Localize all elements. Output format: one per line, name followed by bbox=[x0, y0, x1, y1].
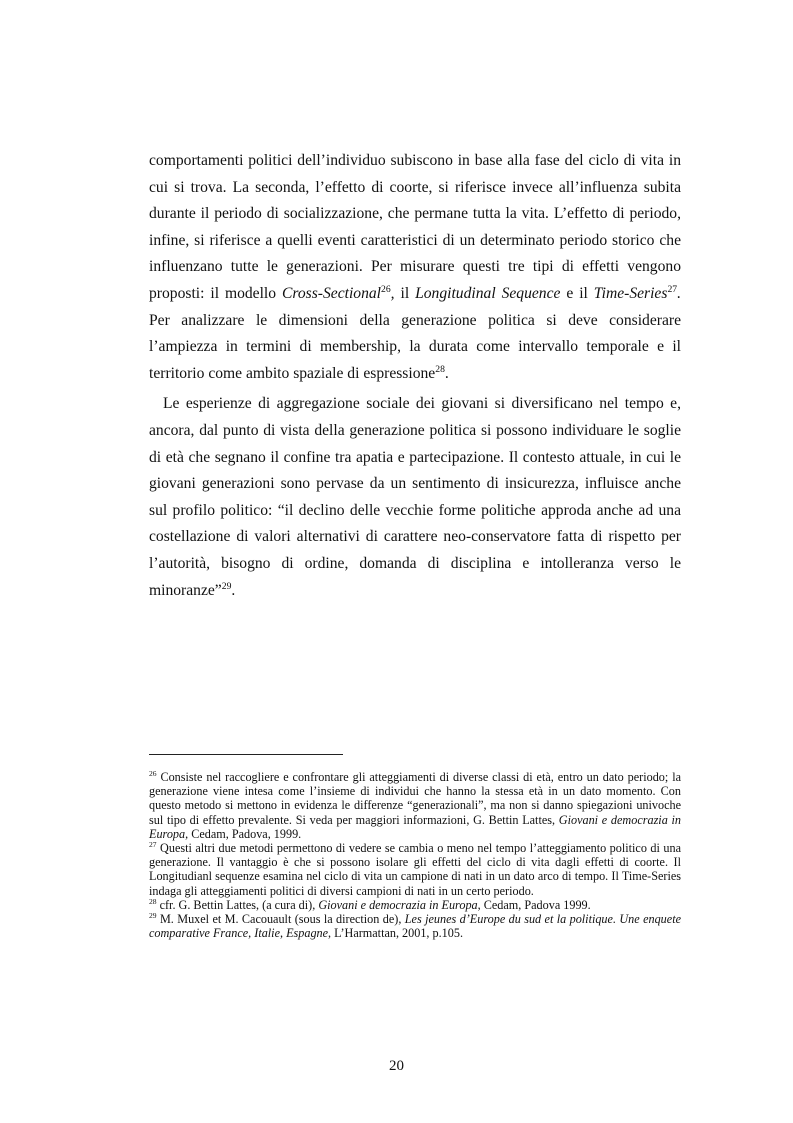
text-run: e il bbox=[560, 284, 594, 302]
text-run: , L’Harmattan, 2001, p.105. bbox=[328, 926, 463, 941]
body-text bbox=[149, 148, 681, 604]
text-run: Longitudinal Sequence bbox=[415, 284, 561, 302]
footnote-28 bbox=[149, 898, 681, 912]
paragraph-2 bbox=[149, 391, 681, 604]
footnote-26 bbox=[149, 770, 681, 841]
text-run: Time-Series bbox=[593, 284, 668, 302]
footnote-ref: 27 bbox=[667, 283, 678, 295]
footnote-ref: 28 bbox=[435, 363, 445, 375]
text-run: M. Muxel et M. Cacouault (sous la direction de), bbox=[156, 912, 405, 927]
text-run: comportamenti politici dell’individuo subiscono in base alla fase del ciclo di vita in cui si trova. La seconda, l’effetto di coorte, si riferisce invece all’influenza subita durante il periodo di socializzazione, che permane tutta la vita. L’effetto di periodo, infine, si riferisce a quelli eventi caratteristici di un determinato periodo storico che influenzano tutte le generazioni. Per misurare questi tre tipi di effetti vengono proposti: il modello bbox=[149, 152, 681, 302]
text-run: Les jeunes d’Europe du sud et la politique. Une enquete comparative France, Italie, Espagne bbox=[149, 912, 681, 941]
text-run: . bbox=[231, 581, 236, 599]
text-run: , Cedam, Padova 1999. bbox=[477, 897, 591, 912]
footnote-27 bbox=[149, 841, 681, 898]
text-run: Le esperienze di aggregazione sociale dei giovani si diversificano nel tempo e, ancora, dal punto di vista della generazione politica si possono individuare le soglie di età che segnano il confine tra apatia e partecipazione. Il contesto attuale, in cui le giovani generazioni sono pervase da un sentimento di insicurezza, influisce anche sul profilo politico: “il declino delle vecchie forme politiche approda anche ad una costellazione di valori alternativi di carattere neo-conservatore fatta di rispetto per l’autorità, bisogno di ordine, domanda di disciplina e intolleranza verso le minoranze” bbox=[149, 395, 681, 599]
text-run: Giovani e democrazia in Europa, bbox=[149, 812, 682, 841]
page-number: 20 bbox=[389, 1058, 404, 1074]
text-run: . bbox=[677, 284, 681, 302]
footnote-ref: 27 bbox=[149, 839, 157, 849]
footnote-ref: 26 bbox=[381, 283, 391, 295]
text-run: Consiste nel raccogliere e confrontare gli atteggiamenti di diverse classi di età, entro un dato periodo; la generazione viene intesa come l’insieme di individui che hanno la stessa età in un dato momento. Con questo metodo si mettono in evidenza le differenze “generazionali”, ma non si danno spiegazioni univoche sul tipo di effetto prevalente. Si veda per maggiori informazioni, G. Bettin Lattes, bbox=[149, 770, 681, 827]
text-run: Giovani e democrazia in Europa bbox=[318, 897, 478, 912]
footnotes bbox=[149, 770, 681, 940]
text-run: il bbox=[400, 284, 416, 302]
footnote-ref: 26 bbox=[149, 768, 157, 778]
footnote-ref: 29 bbox=[221, 580, 232, 592]
paragraph-1 bbox=[149, 148, 681, 387]
text-run: , bbox=[390, 284, 401, 302]
text-run: cfr. G. Bettin Lattes, (a cura di), bbox=[156, 897, 319, 912]
footnote-ref: 28 bbox=[149, 896, 157, 906]
text-run: Cedam, Padova, 1999. bbox=[188, 826, 302, 841]
text-run: . bbox=[444, 364, 449, 382]
text-run: Per analizzare le dimensioni della generazione politica si deve considerare l’ampiezza in termini di membership, la durata come intervallo temporale e il territorio come ambito spaziale di espressione bbox=[149, 311, 681, 382]
text-run: Questi altri due metodi permettono di vedere se cambia o meno nel tempo l’atteggiamento politico di una generazione. Il vantaggio è che si possono isolare gli effetti del ciclo di vita dagli effetti di coorte. Il Longitudianl sequenze esamina nel ciclo di vita un campione di nati in un dato arco di tempo. Il Time-Series indaga gli atteggiamenti politici di diversi campioni di nati in un certo periodo. bbox=[149, 841, 681, 898]
text-run: Cross-Sectional bbox=[281, 284, 382, 302]
footnote-ref: 29 bbox=[149, 910, 157, 920]
footnote-29 bbox=[149, 912, 681, 940]
footnote-separator bbox=[149, 754, 343, 755]
